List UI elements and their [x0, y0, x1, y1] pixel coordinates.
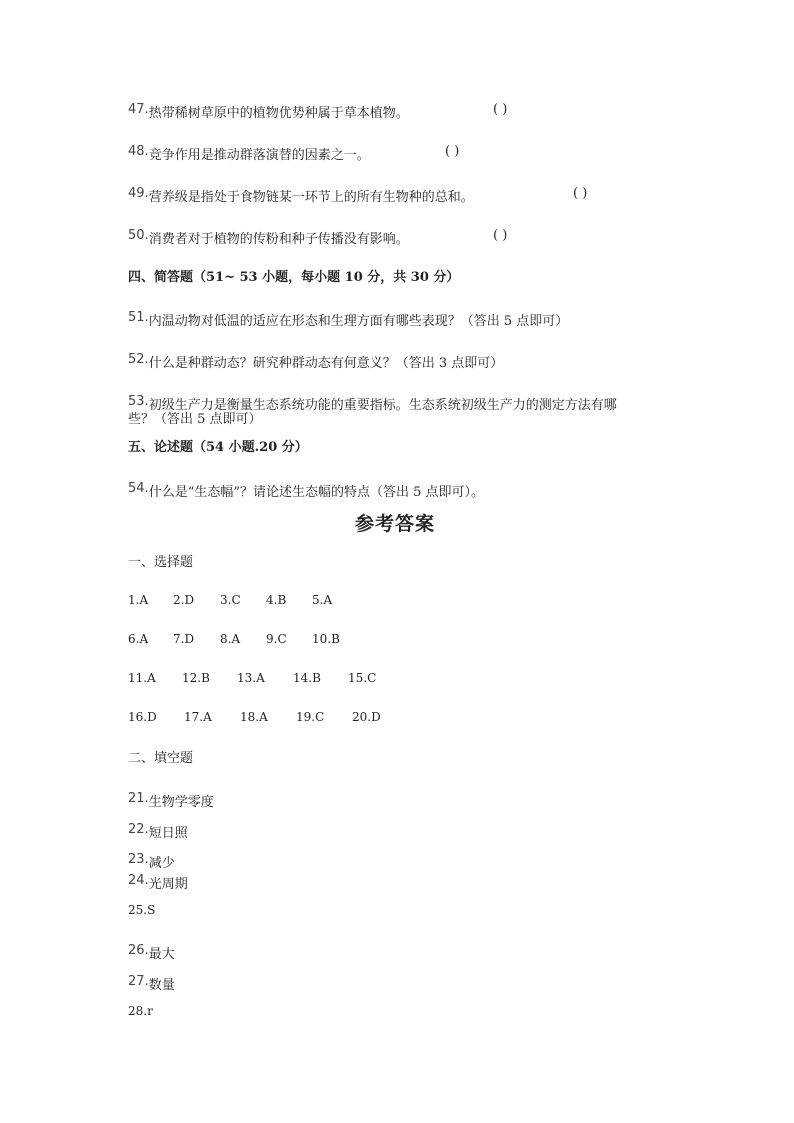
question-number: 50.	[128, 228, 149, 243]
question-number: 47.	[128, 102, 149, 117]
answer-number: 21.	[128, 791, 149, 806]
question-48	[128, 144, 370, 163]
fill-answer	[128, 822, 188, 841]
answer-text: 光周期	[148, 877, 188, 892]
answer-item: 10.B	[312, 632, 340, 646]
fill-answer	[128, 791, 214, 810]
question-text: 什么是“生态幅”？请论述生态幅的特点（答出 5 点即可）。	[148, 485, 485, 500]
answer-item: 8.A	[220, 632, 241, 646]
question-52	[128, 352, 503, 371]
question-51	[128, 310, 568, 329]
answer-text: 数量	[148, 978, 175, 993]
answer-item: 4.B	[266, 593, 287, 607]
fill-answer	[128, 873, 188, 892]
answer-item: 3.C	[220, 593, 241, 607]
answer-item: 12.B	[182, 671, 210, 685]
question-number: 54.	[128, 481, 149, 496]
fill-answer: 25.S	[128, 903, 156, 917]
answer-item: 20.D	[352, 710, 381, 724]
fill-answer	[128, 974, 175, 993]
section-title: 五、论述题（54 小题.20 分）	[128, 440, 308, 455]
question-text: 热带稀树草原中的植物优势种属于草本植物。	[148, 106, 409, 121]
answer-item: 9.C	[266, 632, 287, 646]
question-number: 51.	[128, 310, 149, 325]
question-number: 53.	[128, 394, 149, 409]
question-number: 52.	[128, 352, 149, 367]
answer-number: 26.	[128, 943, 149, 958]
question-text: 初级生产力是衡量生态系统功能的重要指标。生态系统初级生产力的测定方法有哪	[148, 398, 617, 413]
answer-number: 23.	[128, 852, 149, 867]
answer-paren: ( )	[493, 102, 508, 117]
question-49	[128, 186, 474, 205]
question-text: 营养级是指处于食物链某一环节上的所有生物种的总和。	[148, 190, 474, 205]
question-50	[128, 228, 409, 247]
answer-number: 27.	[128, 974, 149, 989]
question-53-continued: 些？（答出 5 点即可）	[128, 412, 262, 427]
fill-answer	[128, 943, 175, 962]
answer-item: 2.D	[173, 593, 195, 607]
answer-item: 6.A	[128, 632, 149, 646]
answer-item: 15.C	[348, 671, 377, 685]
answer-number: 24.	[128, 873, 149, 888]
section-title: 四、简答题（51~ 53 小题，每小题 10 分，共 30 分）	[128, 270, 460, 285]
question-54	[128, 481, 484, 500]
answer-text: 生物学零度	[148, 795, 214, 810]
answer-paren: ( )	[493, 228, 508, 243]
fill-answer	[128, 852, 175, 871]
answer-item: 18.A	[240, 710, 268, 724]
question-number: 48.	[128, 144, 149, 159]
answer-paren: ( )	[573, 186, 588, 201]
answer-item: 1.A	[128, 593, 149, 607]
answer-text: 短日照	[148, 826, 188, 841]
question-text: 消费者对于植物的传粉和种子传播没有影响。	[148, 232, 409, 247]
answer-text: 减少	[148, 856, 175, 871]
answer-paren: ( )	[445, 144, 460, 159]
fill-answer: 28.r	[128, 1004, 153, 1018]
part-title: 一、选择题	[128, 555, 194, 570]
question-text: 什么是种群动态？研究种群动态有何意义？（答出 3 点即可）	[148, 356, 504, 371]
answer-item: 19.C	[296, 710, 325, 724]
question-text: 竞争作用是推动群落演替的因素之一。	[148, 148, 370, 163]
answer-item: 13.A	[237, 671, 265, 685]
answer-item: 11.A	[128, 671, 156, 685]
question-number: 49.	[128, 186, 149, 201]
question-text: 内温动物对低温的适应在形态和生理方面有哪些表现？（答出 5 点即可）	[148, 314, 569, 329]
answer-key-title: 参考答案	[355, 513, 436, 535]
answer-number: 22.	[128, 822, 149, 837]
answer-item: 7.D	[173, 632, 195, 646]
answer-item: 5.A	[312, 593, 333, 607]
answer-text: 最大	[148, 947, 175, 962]
part-title: 二、填空题	[128, 751, 194, 766]
answer-item: 14.B	[293, 671, 321, 685]
answer-item: 16.D	[128, 710, 157, 724]
question-47	[128, 102, 409, 121]
answer-item: 17.A	[184, 710, 212, 724]
